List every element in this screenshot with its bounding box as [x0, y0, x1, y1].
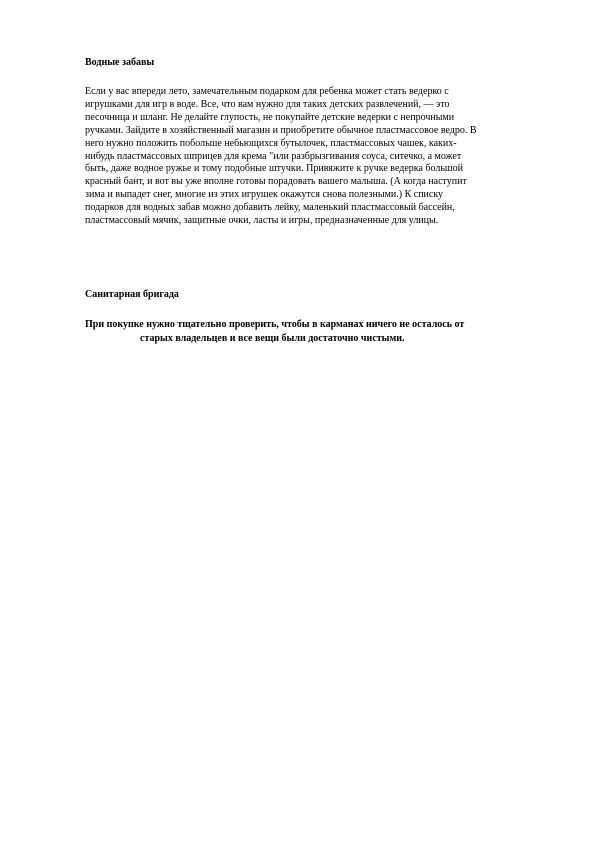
text-line: При покупке нужно тщательно проверить, чтобы в карманах ничего не осталось от [85, 319, 465, 330]
text-line: быть, даже водное ружье и тому подобные штучки. Привяжите к ручке ведерка большой [85, 163, 463, 175]
section-body-water-fun [85, 86, 555, 228]
text-line: него нужно положить побольше небьющихся бутылочек, пластмассовых чашек, каких- [85, 137, 457, 149]
text-line: пластмассовый мячик, защитные очки, ласты и игры, предназначенные для улицы. [85, 215, 439, 227]
text-line: ручками. Зайдите в хозяйственный магазин и приобретите обычное пластмассовое ведро. В [85, 124, 477, 136]
text-line: зима и выпадет снег, многие из этих игрушек окажутся снова полезными.) К списку [85, 189, 444, 201]
text-line: подарков для водных забав можно добавить лейку, маленький пластмассовый бассейн, [85, 202, 455, 214]
section-title-sanitary-brigade: Санитарная бригада [85, 289, 179, 300]
text-line: игрушками для игр в воде. Все, что вам нужно для таких детских развлечений, — это [85, 98, 450, 110]
text-line: старых владельцев и все вещи были достаточно чистыми. [140, 333, 405, 344]
text-line: Если у вас впереди лето, замечательным подарком для ребенка может стать ведерко с [85, 86, 449, 97]
text-line: красный бант, и вот вы уже вполне готовы порадовать вашего малыша. (А когда наступит [85, 176, 467, 188]
section-body-sanitary-brigade [85, 318, 555, 346]
text-line: песочница и шланг. Не делайте глупость, не покупайте детские ведерки с непрочными [85, 111, 455, 123]
section-title-water-fun: Водные забавы [85, 57, 155, 68]
text-line: нибудь пластмассовых шприцев для крема "или разбрызгивания соуса, ситечко, а может [85, 150, 462, 162]
